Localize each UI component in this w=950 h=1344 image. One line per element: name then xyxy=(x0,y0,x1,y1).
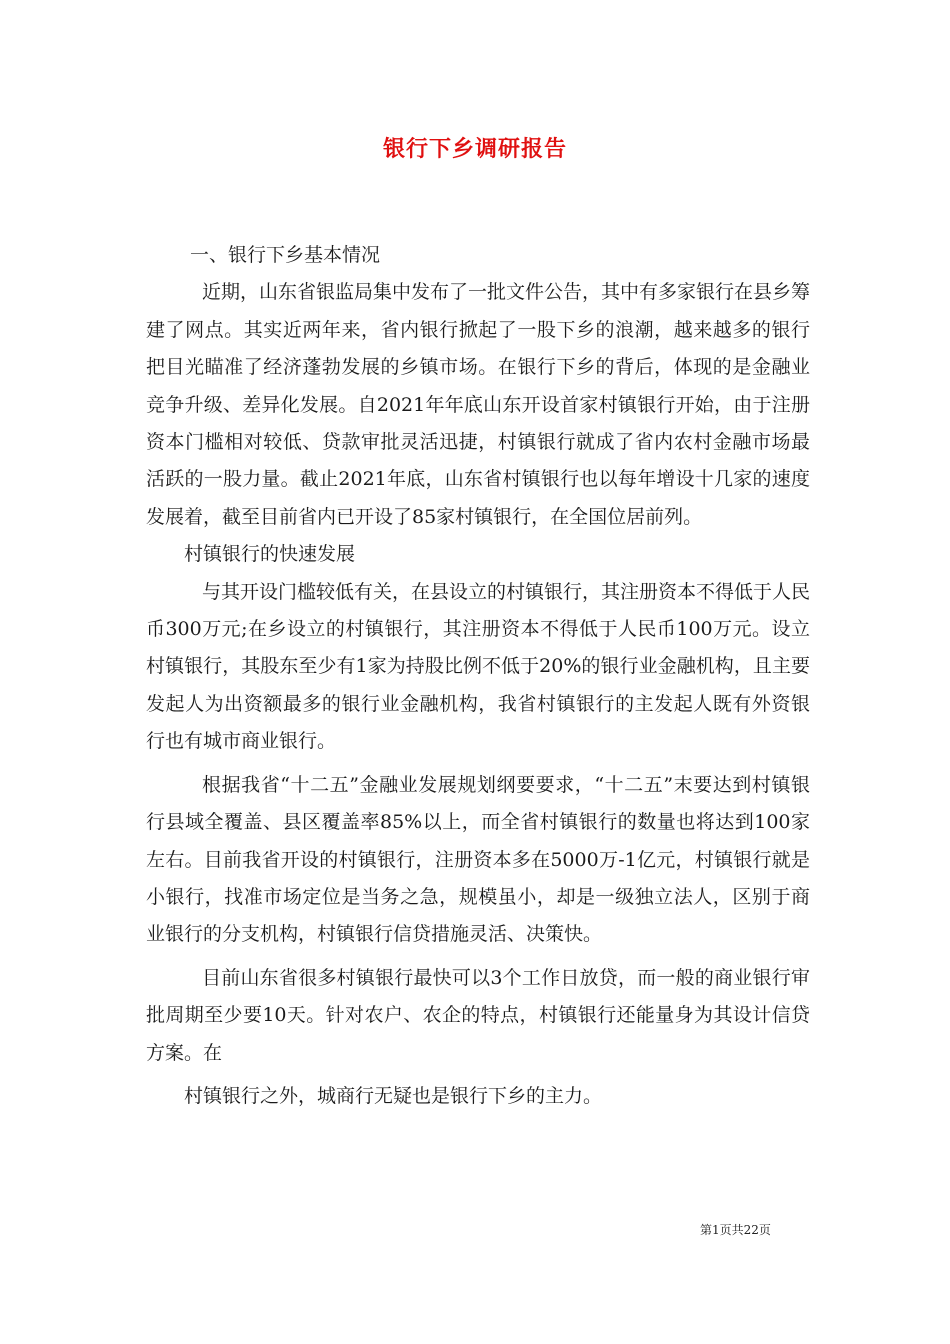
paragraph: 目前山东省很多村镇银行最快可以3个工作日放贷，而一般的商业银行审批周期至少要10天。针对农户、农企的特点，村镇银行还能量身为其设计信贷方案。在 xyxy=(146,966,810,1064)
paragraph: 近期，山东省银监局集中发布了一批文件公告，其中有多家银行在县乡筹建了网点。其实近两年来，省内银行掀起了一股下乡的浪潮，越来越多的银行把目光瞄准了经济蓬勃发展的乡镇市场。在银行下乡的背后，体现的是金融业竞争升级、差异化发展。自2021年年底山东开设首家村镇银行开始，由于注册资本门槛相对较低、贷款审批灵活迅捷，村镇银行就成了省内农村金融市场最活跃的一股力量。截止2021年底，山东省村镇银行也以每年增设十几家的速度发展着，截至目前省内已开设了85家村镇银行，在全国位居前列。 xyxy=(146,281,811,528)
paragraph: 村镇银行之外，城商行无疑也是银行下乡的主力。 xyxy=(184,1084,603,1107)
subheading: 村镇银行的快速发展 xyxy=(184,543,356,566)
section-heading: 一、银行下乡基本情况 xyxy=(190,244,381,266)
paragraph: 根据我省“十二五”金融业发展规划纲要要求，“十二五”末要达到村镇银行县域全覆盖、县区覆盖率85%以上，而全省村镇银行的数量也将达到100家左右。目前我省开设的村镇银行，注册资本多在5000万-1亿元，村镇银行就是小银行，找准市场定位是当务之急，规模虽小，却是一级独立法人，区别于商业银行的分支机构，村镇银行信贷措施灵活、决策快。 xyxy=(146,773,810,946)
paragraph: 与其开设门槛较低有关，在县设立的村镇银行，其注册资本不得低于人民币300万元;在乡设立的村镇银行，其注册资本不得低于人民币100万元。设立村镇银行，其股东至少有1家为持股比例不低于20%的银行业金融机构，且主要发起人为出资额最多的银行业金融机构，我省村镇银行的主发起人既有外资银行也有城市商业银行。 xyxy=(146,580,811,753)
document-body xyxy=(146,237,810,1115)
page-number: 第1页共22页 xyxy=(700,1223,771,1237)
document-title: 银行下乡调研报告 xyxy=(382,136,567,162)
